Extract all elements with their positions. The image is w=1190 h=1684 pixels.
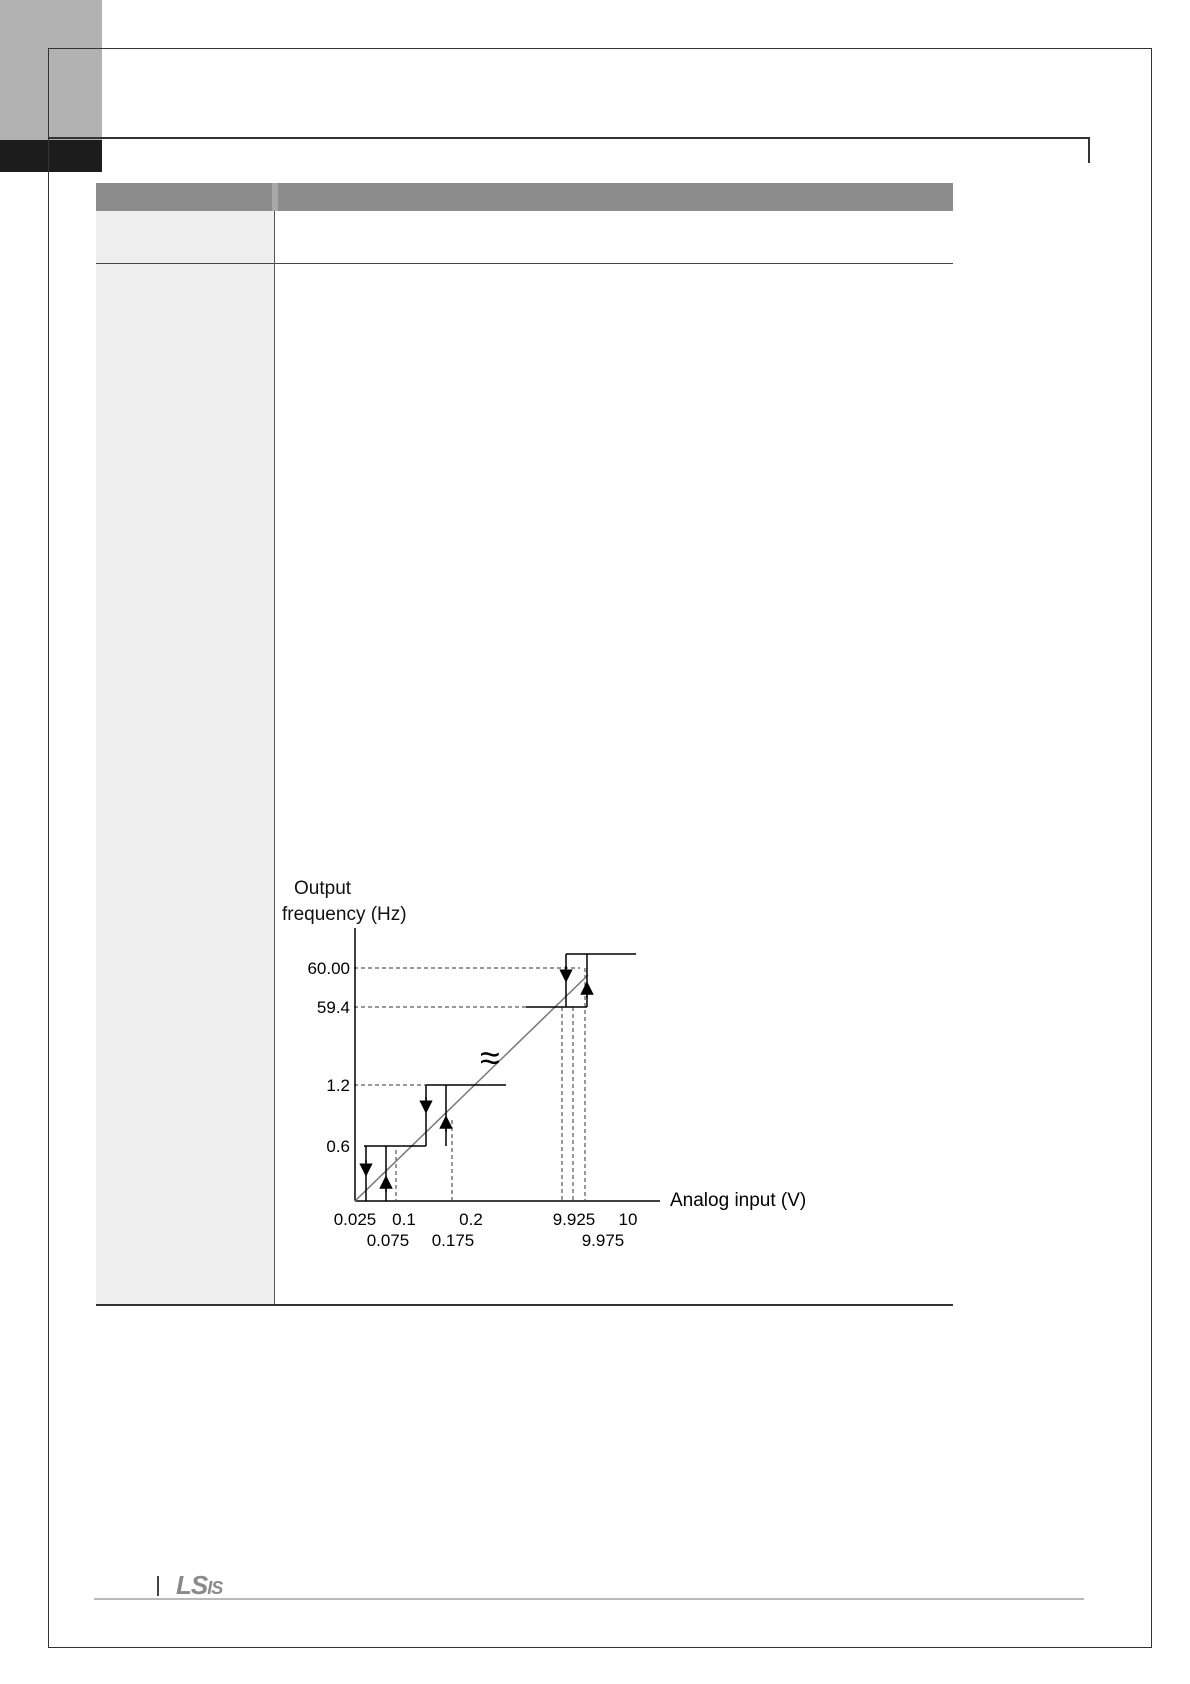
x-tick-label: 9.925 [552, 1210, 596, 1229]
y-tick-label: 0.6 [326, 1137, 350, 1156]
y-axis-label-line2: frequency (Hz) [282, 904, 407, 925]
logo-main-text: LS [176, 1570, 208, 1600]
table-header [96, 183, 953, 211]
x-tick-label: 0.1 [392, 1210, 416, 1229]
hysteresis-step-upper [526, 954, 636, 1007]
table-row-1-label-cell [96, 211, 274, 263]
x-axis-label: Analog input (V) [670, 1190, 807, 1211]
x-tick-label: 0.175 [431, 1231, 475, 1250]
header-rule [48, 137, 1089, 139]
x-tick-label: 9.975 [581, 1231, 625, 1250]
hysteresis-chart [270, 870, 830, 1275]
x-tick-label: 0.025 [333, 1210, 377, 1229]
x-tick-label: 10 [618, 1210, 638, 1229]
guide-lines [354, 968, 585, 1200]
x-tick-label: 0.075 [366, 1231, 410, 1250]
y-tick-label: 59.4 [316, 998, 350, 1017]
table-row-2-label-cell [96, 264, 274, 1304]
axis-break-symbol: ≈ [480, 1037, 500, 1078]
y-tick-label: 60.00 [307, 959, 350, 978]
series-line [355, 975, 588, 1201]
table-header-divider [272, 183, 278, 211]
y-axis-label-line1: Output [294, 878, 352, 899]
hysteresis-step-lower [364, 1146, 426, 1201]
header-tick [1088, 137, 1090, 163]
footer-rule [94, 1598, 1084, 1600]
company-logo [176, 1570, 222, 1601]
y-tick-label: 1.2 [326, 1076, 350, 1095]
chart-svg [270, 870, 830, 1270]
x-tick-label: 0.2 [459, 1210, 483, 1229]
table-bottom-rule [96, 1304, 953, 1306]
logo-sub-text: IS [207, 1578, 223, 1598]
footer-separator [157, 1576, 159, 1596]
